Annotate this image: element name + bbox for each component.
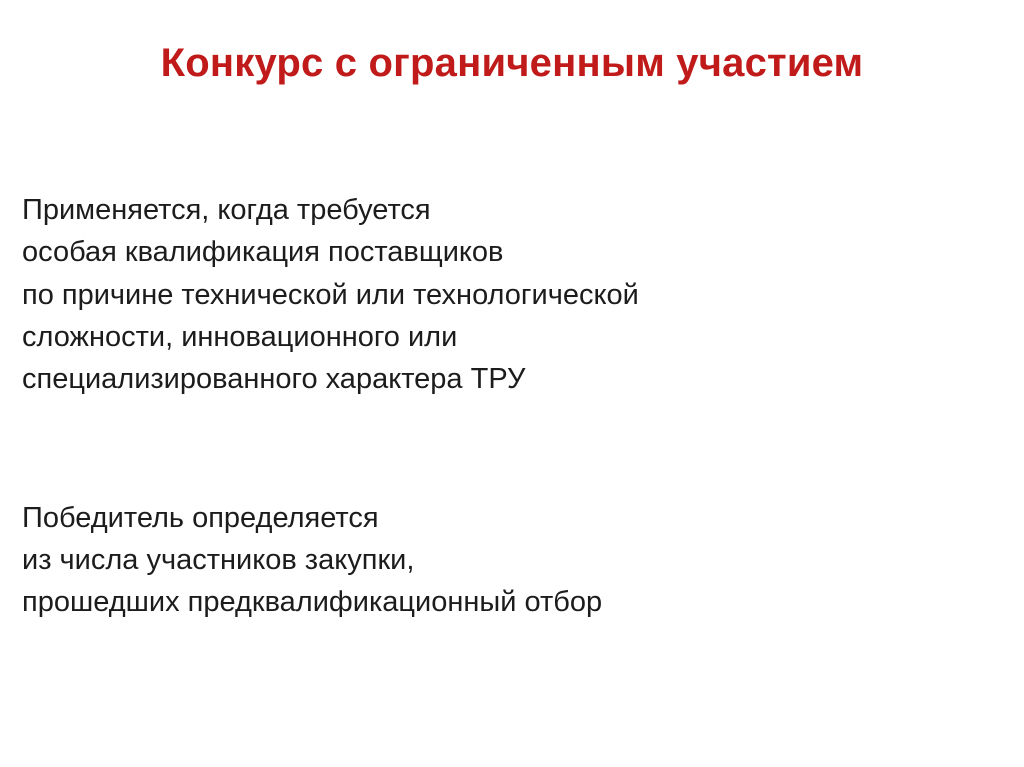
text-line: Победитель определяется (22, 501, 379, 534)
text-line: прошедших предквалификационный отбор (22, 586, 603, 619)
text-line: Применяется, когда требуется (22, 194, 431, 226)
text-line: специализированного характера ТРУ (22, 363, 526, 396)
page-title: Конкурс с ограниченным участием (160, 40, 864, 85)
text-line: по причине технической или технологической (22, 278, 639, 311)
slide-body (22, 160, 984, 653)
paragraph-winner-determination (22, 497, 984, 624)
text-line: из числа участников закупки, (22, 543, 415, 576)
text-line: особая квалификация поставщиков (22, 236, 504, 269)
text-line: сложности, инновационного или (22, 320, 458, 353)
paragraph-application-conditions (22, 189, 984, 401)
